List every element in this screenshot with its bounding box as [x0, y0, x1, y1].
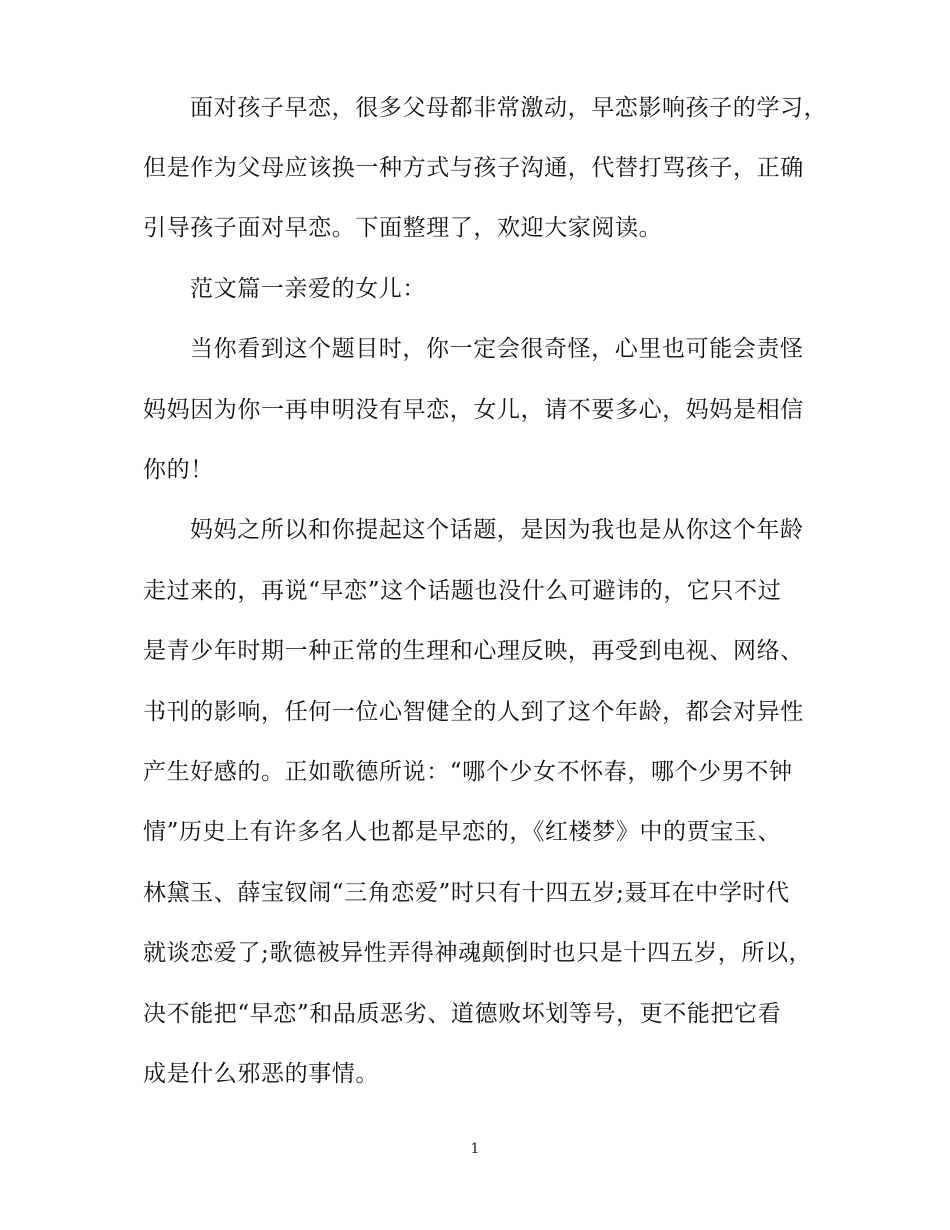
paragraph-4-line-7: 林黛玉、薛宝钗闹“三角恋爱”时只有十四五岁;聂耳在中学时代	[143, 880, 790, 906]
paragraph-2-line-1: 范文篇一亲爱的女儿：	[190, 276, 426, 302]
paragraph-4-line-1: 妈妈之所以和你提起这个话题，是因为我也是从你这个年龄	[190, 517, 804, 543]
paragraph-3-line-3: 你的！	[143, 457, 214, 483]
paragraph-1-line-2: 但是作为父母应该换一种方式与孩子沟通，代替打骂孩子，正确	[143, 155, 804, 181]
paragraph-4-line-8: 就谈恋爱了;歌德被异性弄得神魂颠倒时也只是十四五岁，所以，	[143, 940, 813, 966]
paragraph-4-line-10: 成是什么邪恶的事情。	[143, 1061, 379, 1087]
paragraph-4-line-5: 产生好感的。正如歌德所说：“哪个少女不怀春，哪个少男不钟	[143, 759, 793, 785]
paragraph-4-line-4: 书刊的影响，任何一位心智健全的人到了这个年龄，都会对异性	[143, 699, 804, 725]
paragraph-4-line-6: 情”历史上有许多名人也都是早恋的，《红楼梦》中的贾宝玉、	[143, 819, 782, 845]
paragraph-4-line-9: 决不能把“早恋”和品质恶劣、道德败坏划等号，更不能把它看	[143, 1001, 782, 1027]
paragraph-1-line-3: 引导孩子面对早恋。下面整理了，欢迎大家阅读。	[143, 215, 663, 241]
paragraph-4-line-2: 走过来的，再说“早恋”这个话题也没什么可避讳的，它只不过	[143, 578, 782, 604]
paragraph-3-line-1: 当你看到这个题目时，你一定会很奇怪，心里也可能会责怪	[190, 336, 804, 362]
page-number: 1	[470, 1141, 480, 1157]
paragraph-3-line-2: 妈妈因为你一再申明没有早恋，女儿，请不要多心，妈妈是相信	[143, 397, 804, 423]
paragraph-1-line-1: 面对孩子早恋，很多父母都非常激动，早恋影响孩子的学习，	[190, 95, 828, 121]
paragraph-4-line-3: 是青少年时期一种正常的生理和心理反映，再受到电视、网络、	[143, 638, 804, 664]
